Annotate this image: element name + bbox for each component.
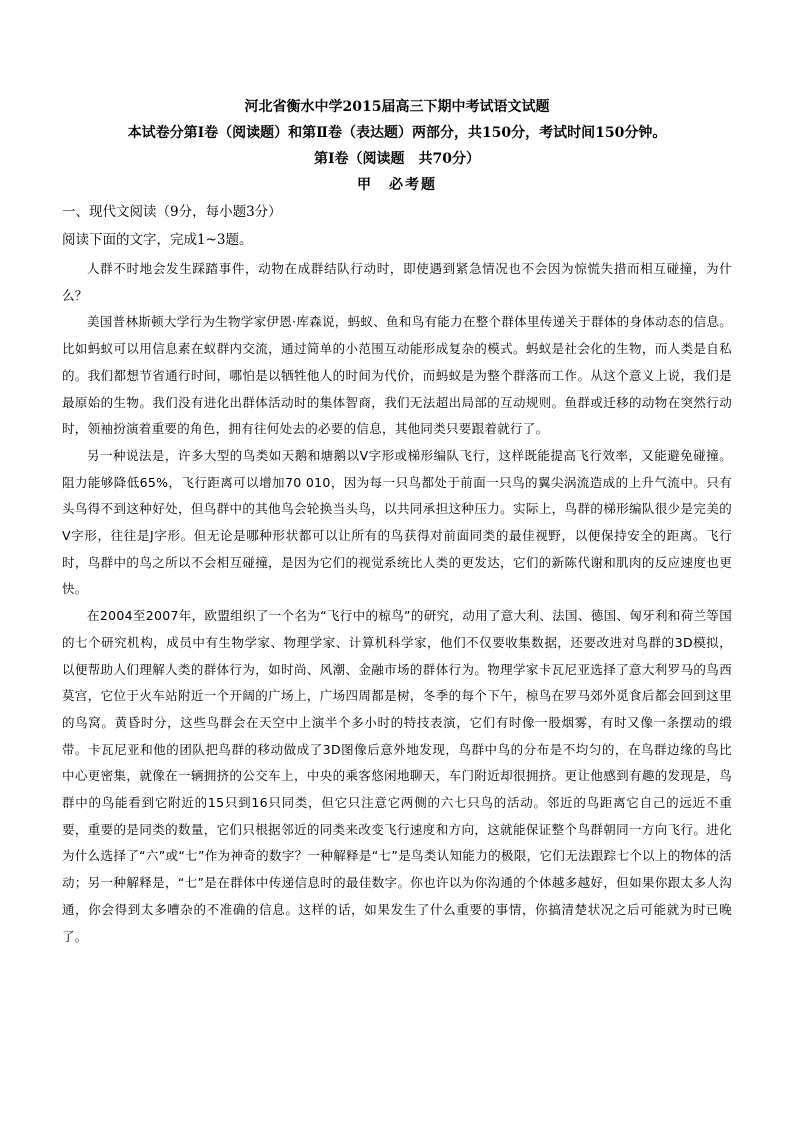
- passage-paragraph-3: 另一种说法是，许多大型的鸟类如天鹅和塘鹅以V字形或梯形编队飞行，这样既能提高飞行效率，又能避免碰撞。阻力能够降低65%，飞行距离可以增加70 010，因为每一只鸟都处于前面一只鸟的翼尖涡流造成的上升气流中。只有头鸟得不到这种好处，但鸟群中的其他鸟会轮换当头鸟，以共同承担这种压力。实际上，鸟群的梯形编队很少是完美的V字形，往往是J字形。但无论是哪种形状都可以让所有的鸟获得对前面同类的最佳视野，以便保持安全的距离。飞行时，鸟群中的鸟之所以不会相互碰撞，是因为它们的视觉系统比人类的更发达，它们的新陈代谢和肌肉的反应速度也更快。: [62, 447, 732, 597]
- part-title: 第Ⅰ卷（阅读题 共70分）: [313, 151, 481, 167]
- passage-paragraph-1: 人群不时地会发生踩踏事件，动物在成群结队行动时，即使遇到紧急情况也不会因为惊慌失措而相互碰撞，为什么？: [62, 261, 732, 303]
- passage-paragraph-4: 在2004至2007年，欧盟组织了一个名为“飞行中的椋鸟”的研究，动用了意大利、法国、德国、匈牙利和荷兰等国的七个研究机构，成员中有生物学家、物理学家、计算机科学家，他们不仅要收集数据，还要改进对鸟群的3D模拟，以便帮助人们理解人类的群体行为，如时尚、风潮、金融市场的群体行为。物理学家卡瓦尼亚选择了意大利罗马的鸟西莫宫，它位于火车站附近一个开阔的广场上，广场四周都是树，冬季的每个下午，椋鸟在罗马郊外觅食后都会回到这里的鸟窝。黄昏时分，这些鸟群会在天空中上演半个多小时的特技表演，它们有时像一股烟雾，有时又像一条摆动的缎带。卡瓦尼亚和他的团队把鸟群的移动做成了3D图像后意外地发现，鸟群中鸟的分布是不均匀的，在鸟群边缘的鸟比中心更密集，就像在一辆拥挤的公交车上，中央的乘客悠闲地聊天，车门附近却很拥挤。更让他感到有趣的发现是，鸟群中的鸟能看到它附近的15只到16只同类，但它只注意它两侧的六七只鸟的活动。邻近的鸟距离它自己的远近不重要，重要的是同类的数量，它们只根据邻近的同类来改变飞行速度和方向，这就能保证整个鸟群朝同一方向飞行。进化为什么选择了“六”或“七”作为神奇的数字？一种解释是“七”是鸟类认知能力的极限，它们无法跟踪七个以上的物体的活动；另一种解释是，“七”是在群体中传递信息时的最佳数字。你也许以为你沟通的个体越多越好，但如果你跟太多人沟通，你会得到太多嘈杂的不准确的信息。这样的话，如果发生了什么重要的事情，你搞清楚状况之后可能就为时已晚了。: [62, 608, 732, 944]
- section-heading: 一、现代文阅读（9分，每小题3分）: [62, 204, 282, 220]
- reading-instruction: 阅读下面的文字，完成1~3题。: [62, 232, 253, 248]
- passage-paragraph-2: 美国普林斯顿大学行为生物学家伊恩·库森说，蚂蚁、鱼和鸟有能力在整个群体里传递关于群体的身体动态的信息。比如蚂蚁可以用信息素在蚁群内交流，通过简单的小范围互动能形成复杂的模式。蚂蚁是社会化的生物，而人类是自私的。我们都想节省通行时间，哪怕是以牺牲他人的时间为代价，而蚂蚁是为整个群落而工作。从这个意义上说，我们是最原始的生物。我们没有进化出群体活动时的集体智商，我们无法超出局部的互动规则。鱼群或迁移的动物在突然行动时，领袖扮演着重要的角色，拥有往何处去的必要的信息，其他同类只要跟着就行了。: [62, 314, 732, 437]
- exam-title: 河北省衡水中学2015届高三下期中考试语文试题: [244, 99, 550, 115]
- exam-subtitle: 本试卷分第Ⅰ卷（阅读题）和第Ⅱ卷（表达题）两部分，共150分，考试时间150分钟。: [127, 125, 667, 141]
- section-title: 甲 必考题: [357, 177, 437, 193]
- reading-passage: [62, 256, 732, 950]
